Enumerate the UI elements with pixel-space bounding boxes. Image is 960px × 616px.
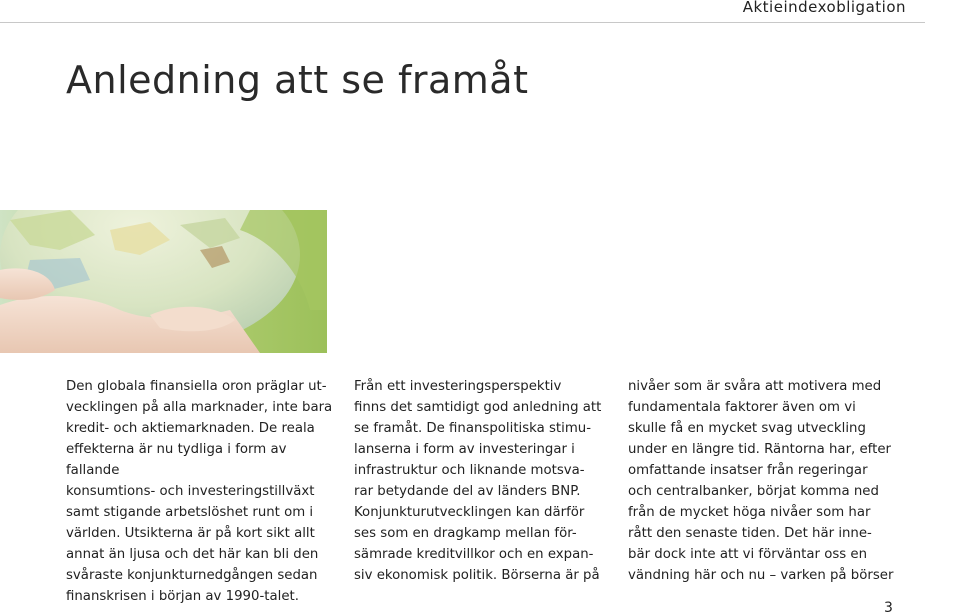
text-line: Från ett investeringsperspektiv: [354, 379, 562, 394]
text-line: siv ekonomisk politik. Börserna är på: [354, 568, 600, 583]
text-line: samt stigande arbetslöshet runt om i: [66, 505, 314, 520]
text-line: annat än ljusa och det här kan bli den: [66, 547, 319, 562]
text-line: rått den senaste tiden. Det här inne-: [628, 526, 872, 541]
globe-photo: [0, 210, 327, 353]
text-line: svåraste konjunkturnedgången sedan: [66, 568, 318, 583]
text-line: under en längre tid. Räntorna har, efter: [628, 442, 891, 457]
text-line: ses som en dragkamp mellan för-: [354, 526, 577, 541]
header-rule: [0, 22, 925, 23]
text-line: kredit- och aktiemarknaden. De reala: [66, 421, 315, 436]
text-line: världen. Utsikterna är på kort sikt allt: [66, 526, 315, 541]
text-column-1: [66, 376, 336, 607]
text-line: bär dock inte att vi förväntar oss en: [628, 547, 868, 562]
text-line: nivåer som är svåra att motivera med: [628, 379, 882, 394]
text-line: infrastruktur och liknande motsva-: [354, 463, 585, 478]
text-line: Konjunkturutvecklingen kan därför: [354, 505, 585, 520]
text-line: från de mycket höga nivåer som har: [628, 505, 871, 520]
text-line: fundamentala faktorer även om vi: [628, 400, 856, 415]
text-line: skulle få en mycket svag utveckling: [628, 421, 866, 436]
text-line: vändning här och nu – varken på börser: [628, 568, 894, 583]
text-line: effekterna är nu tydliga i form av fallande: [66, 442, 287, 478]
text-line: rar betydande del av länders BNP.: [354, 484, 581, 499]
document-label: Aktieindexobligation: [742, 0, 906, 16]
text-line: Den globala finansiella oron präglar ut-: [66, 379, 327, 394]
text-line: sämrade kreditvillkor och en expan-: [354, 547, 594, 562]
text-line: omfattande insatser från regeringar: [628, 463, 868, 478]
text-line: och centralbanker, börjat komma ned: [628, 484, 879, 499]
text-line: konsumtions- och investeringstillväxt: [66, 484, 315, 499]
page-title: Anledning att se framåt: [66, 58, 529, 102]
text-line: vecklingen på alla marknader, inte bara: [66, 400, 333, 415]
text-line: se framåt. De finanspolitiska stimu-: [354, 421, 592, 436]
text-column-3: [628, 376, 898, 586]
text-column-2: [354, 376, 624, 586]
page-number: 3: [884, 600, 893, 616]
text-line: lanserna i form av investeringar i: [354, 442, 575, 457]
text-line: finns det samtidigt god anledning att: [354, 400, 602, 415]
text-line: finanskrisen i början av 1990-talet.: [66, 589, 299, 604]
